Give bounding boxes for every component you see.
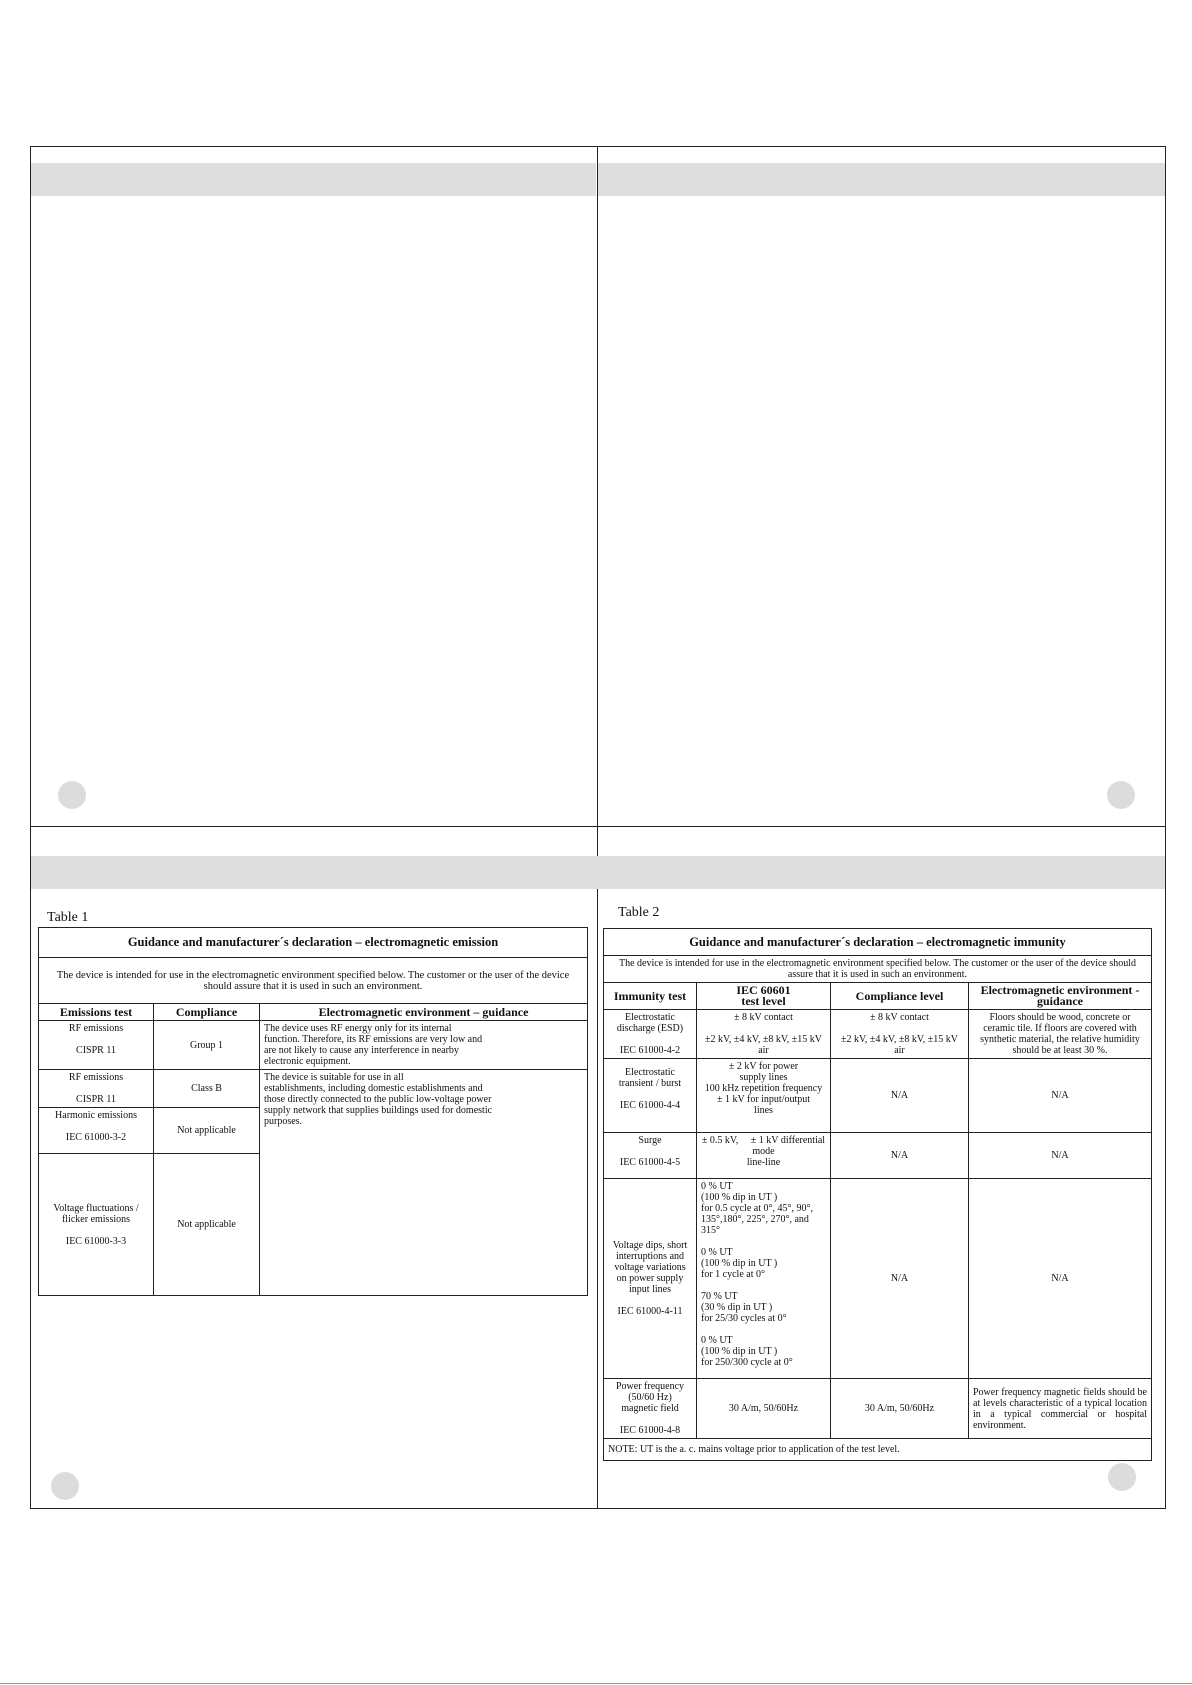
cell-line: air [894, 1045, 905, 1056]
power-freq-compliance: 30 A/m, 50/60Hz [831, 1379, 969, 1439]
cell-line: (100 % dip in UT ) [701, 1192, 778, 1203]
table-row [39, 1070, 588, 1108]
cell-line: ceramic tile. If floors are covered with [983, 1023, 1137, 1034]
emission-test-standard: IEC 61000-3-2 [65, 1132, 127, 1143]
cell-line: for 250/300 cycle at 0° [701, 1357, 793, 1368]
col-immunity-test: Immunity test [604, 983, 697, 1010]
col-emissions-test: Emissions test [39, 1004, 154, 1021]
guidance-line: The device uses RF energy only for its internal [264, 1023, 452, 1034]
cell-line: input lines [629, 1284, 671, 1295]
cell-line: Electrostatic [625, 1012, 675, 1023]
cell-line: ± 1 kV for input/output [716, 1094, 811, 1105]
cell-line: ± 2 kV for power [728, 1061, 799, 1072]
page-marker-top-right [1107, 781, 1135, 809]
dips-guidance: N/A [969, 1179, 1152, 1379]
page-marker-top-left [58, 781, 86, 809]
power-freq-guidance: Power frequency magnetic fields should be at levels characteristic of a typical location in a typical commercial or hospital environment. [969, 1379, 1152, 1439]
page-marker-bottom-left [51, 1472, 79, 1500]
eft-guidance: N/A [969, 1059, 1152, 1133]
cell-line: (30 % dip in UT ) [701, 1302, 773, 1313]
cell-line: mode [752, 1146, 775, 1157]
cell-line: IEC 61000-4-11 [617, 1306, 683, 1317]
cell-line: synthetic material, the relative humidity [980, 1034, 1140, 1045]
cell-line: 315° [701, 1225, 720, 1236]
guidance-line: supply network that supplies buildings used for domestic [264, 1105, 493, 1116]
cell-line: IEC 61000-4-2 [619, 1045, 681, 1056]
power-freq-level: 30 A/m, 50/60Hz [697, 1379, 831, 1439]
guidance-line: are not likely to cause any interference in nearby [264, 1045, 459, 1056]
header-line: Electromagnetic environment - [980, 983, 1140, 997]
header-line: IEC 60601 [736, 983, 791, 997]
cell-line: IEC 61000-4-4 [619, 1100, 681, 1111]
cell-line: voltage variations [614, 1262, 686, 1273]
cell-line: interruptions and [615, 1251, 685, 1262]
cell-line: for 25/30 cycles at 0° [701, 1313, 787, 1324]
cell-line: ±2 kV, ±4 kV, ±8 kV, ±15 kV [705, 1034, 822, 1045]
table-row [604, 1179, 1152, 1379]
emission-test-standard: CISPR 11 [76, 1045, 116, 1056]
cell-line: 0 % UT [701, 1181, 733, 1192]
immunity-table [603, 928, 1152, 1461]
emission-compliance: Not applicable [154, 1108, 260, 1154]
col-compliance-level: Compliance level [831, 983, 969, 1010]
cell-line: for 0.5 cycle at 0°, 45°, 90°, [701, 1203, 813, 1214]
cell-line: discharge (ESD) [616, 1023, 684, 1034]
top-right-band [598, 163, 1165, 196]
col-compliance: Compliance [154, 1004, 260, 1021]
cell-line: ± 8 kV contact [734, 1012, 793, 1023]
cell-line: 0 % UT [701, 1247, 733, 1258]
cell-line: (100 % dip in UT ) [701, 1258, 778, 1269]
cell-line: on power supply [616, 1273, 684, 1284]
emission-compliance: Class B [154, 1070, 260, 1108]
emission-test-standard: CISPR 11 [76, 1094, 116, 1105]
table2-label: Table 2 [618, 905, 660, 920]
cell-line: line-line [746, 1157, 781, 1168]
cell-line: IEC 61000-4-5 [619, 1157, 681, 1168]
guidance-line: function. Therefore, its RF emissions are very low and [264, 1034, 483, 1045]
cell-line: ± 8 kV contact [870, 1012, 929, 1023]
emission-table [38, 927, 588, 1296]
col-em-guidance [969, 983, 1152, 1010]
cell-line: Power frequency [615, 1381, 685, 1392]
center-divider [597, 146, 598, 1509]
page-marker-bottom-right [1108, 1463, 1136, 1491]
middle-divider [30, 826, 1166, 827]
cell-line: IEC 61000-4-8 [619, 1425, 681, 1436]
cell-line: Electrostatic [625, 1067, 675, 1078]
guidance-cell-2 [260, 1070, 588, 1296]
table1-label: Table 1 [47, 910, 89, 925]
table1-intro: The device is intended for use in the electromagnetic environment specified below. The customer or the user of the device should assure that it is used in such an environment. [39, 958, 588, 1004]
guidance-line: The device is suitable for use in all [264, 1072, 404, 1083]
table2-intro: The device is intended for use in the electromagnetic environment specified below. The customer or the user of the device should assure that it is used in such an environment. [604, 956, 1152, 983]
table1-title: Guidance and manufacturer´s declaration – electromagnetic emission [39, 928, 588, 958]
cell-line: (100 % dip in UT ) [701, 1346, 778, 1357]
emission-test-name: Voltage fluctuations / flicker emissions [53, 1202, 139, 1225]
cell-line: 135°,180°, 225°, 270°, and [701, 1214, 809, 1225]
cell-line: Surge [638, 1135, 662, 1146]
emission-compliance: Not applicable [154, 1154, 260, 1296]
cell-line: supply lines [739, 1072, 788, 1083]
header-line: guidance [1036, 994, 1083, 1008]
guidance-line: electronic equipment. [264, 1056, 351, 1067]
col-iec-test-level [697, 983, 831, 1010]
cell-line: for 1 cycle at 0° [701, 1269, 765, 1280]
top-left-band [31, 163, 596, 196]
cell-line: 70 % UT [701, 1291, 738, 1302]
table-row [604, 1379, 1152, 1439]
emission-test-name: Harmonic emissions [55, 1110, 137, 1121]
cell-line: magnetic field [621, 1403, 679, 1414]
emission-test-name: RF emissions [68, 1023, 124, 1034]
bottom-rule [0, 1683, 1192, 1684]
cell-line: transient / burst [618, 1078, 682, 1089]
guidance-line: purposes. [264, 1116, 303, 1127]
emission-compliance: Group 1 [154, 1021, 260, 1070]
cell-line: Voltage dips, short [612, 1240, 688, 1251]
cell-line: (50/60 Hz) [628, 1392, 672, 1403]
guidance-line: those directly connected to the public low-voltage power [264, 1094, 492, 1105]
table-row [39, 1021, 588, 1070]
table-row [604, 1133, 1152, 1179]
middle-band [31, 856, 1165, 889]
cell-line: air [758, 1045, 769, 1056]
guidance-line: establishments, including domestic establishments and [264, 1083, 483, 1094]
col-em-guidance: Electromagnetic environment – guidance [260, 1004, 588, 1021]
cell-line: lines [754, 1105, 773, 1116]
cell-line: 0 % UT [701, 1335, 733, 1346]
cell-line: should be at least 30 %. [1012, 1045, 1108, 1056]
cell-line: Floors should be wood, concrete or [989, 1012, 1131, 1023]
emission-test-name: RF emissions [68, 1072, 124, 1083]
dips-compliance: N/A [831, 1179, 969, 1379]
surge-guidance: N/A [969, 1133, 1152, 1179]
table2-note: NOTE: UT is the a. c. mains voltage prior to application of the test level. [604, 1439, 1152, 1461]
header-line: test level [741, 994, 786, 1008]
table-row [604, 1010, 1152, 1059]
guidance-cell-1 [260, 1021, 588, 1070]
table-row [604, 1059, 1152, 1133]
table2-title: Guidance and manufacturer´s declaration – electromagnetic immunity [604, 929, 1152, 956]
surge-compliance: N/A [831, 1133, 969, 1179]
cell-line: ± 0.5 kV, ± 1 kV differential [701, 1135, 826, 1146]
cell-line: 100 kHz repetition frequency [704, 1083, 823, 1094]
cell-line: ±2 kV, ±4 kV, ±8 kV, ±15 kV [841, 1034, 958, 1045]
emission-test-standard: IEC 61000-3-3 [65, 1235, 127, 1247]
eft-compliance: N/A [831, 1059, 969, 1133]
